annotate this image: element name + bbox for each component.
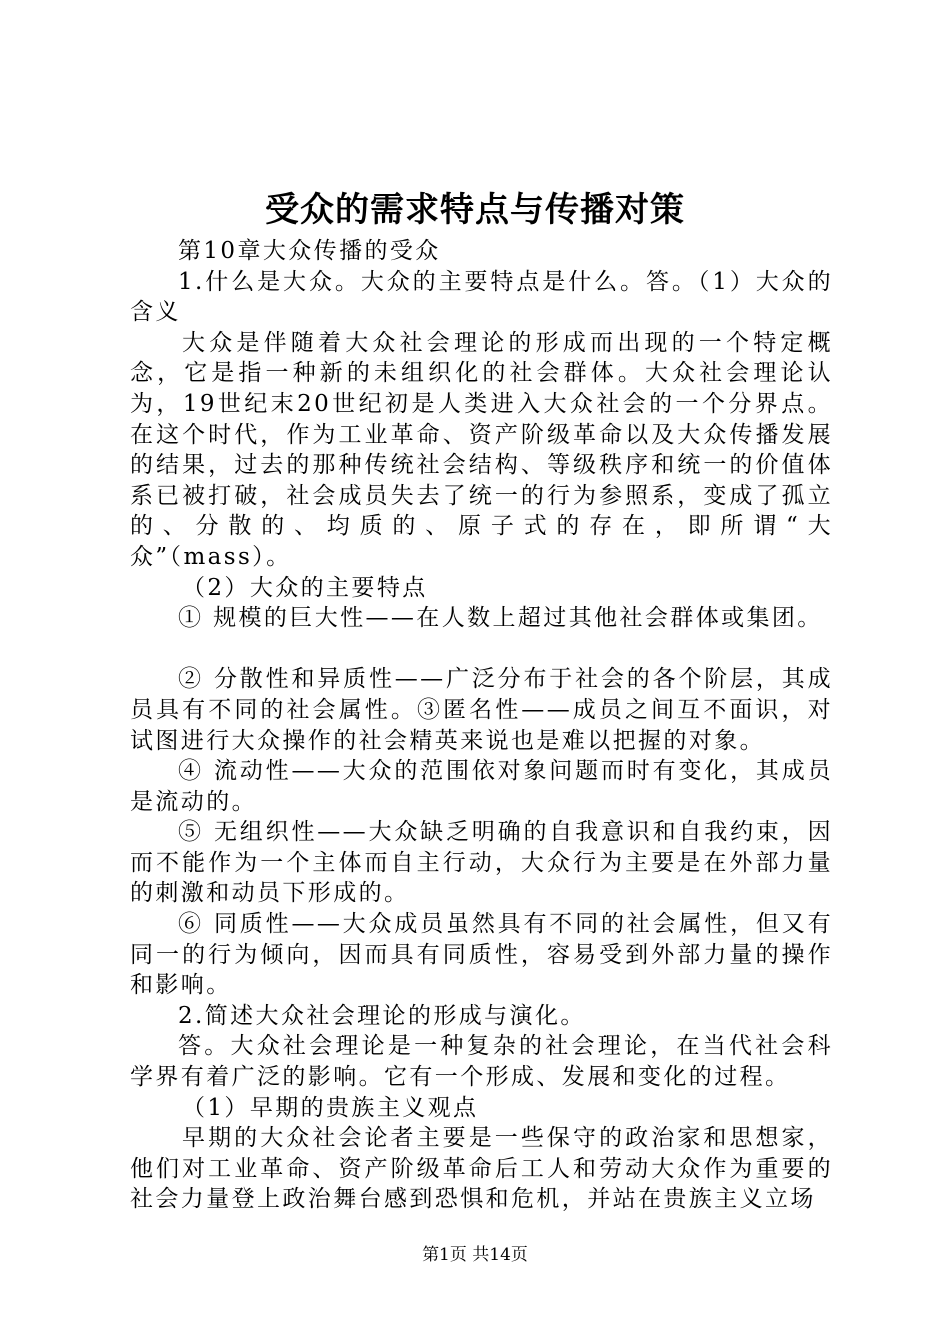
paragraph-early-view: 早期的大众社会论者主要是一些保守的政治家和思想家，他们对工业革命、资产阶级革命后工人和劳动大众作为重要的社会力量登上政治舞台感到恐惧和危机，并站在贵族主义立场: [130, 1125, 833, 1213]
paragraph-feature-2-3: ② 分散性和异质性——广泛分布于社会的各个阶层，其成员具有不同的社会属性。③匿名性——成员之间互不面识，对试图进行大众操作的社会精英来说也是难以把握的对象。: [130, 666, 833, 754]
paragraph-feature-1: ① 规模的巨大性——在人数上超过其他社会群体或集团。: [178, 605, 823, 632]
page-number-footer: 第1页 共14页: [422, 1245, 528, 1265]
paragraph-feature-5: ⑤ 无组织性——大众缺乏明确的自我意识和自我约束，因而不能作为一个主体而自主行动，大众行为主要是在外部力量的刺激和动员下形成的。: [130, 819, 833, 907]
document-body: [130, 236, 833, 1215]
paragraph-chapter-heading: 第10章大众传播的受众: [178, 238, 441, 264]
paragraph-question-1: 1.什么是大众。大众的主要特点是什么。答。（1）大众的含义: [130, 268, 833, 326]
paragraph-mass-definition: 大众是伴随着大众社会理论的形成而出现的一个特定概念，它是指一种新的未组织化的社会群体。大众社会理论认为，19世纪末20世纪初是人类进入大众社会的一个分界点。在这个时代，作为工业革命、资产阶级革命以及大众传播发展的结果，过去的那种传统社会结构、等级秩序和统一的价值体系已被打破，社会成员失去了统一的行为参照系，变成了孤立的、分散的、均质的、原子式的存在，即所谓“大众”（mass）。: [130, 329, 833, 570]
document-title: 受众的需求特点与传播对策: [265, 190, 685, 230]
paragraph-gap: [130, 634, 833, 665]
paragraph-feature-4: ④ 流动性——大众的范围依对象问题而时有变化，其成员是流动的。: [130, 758, 833, 815]
paragraph-question-2: 2.简述大众社会理论的形成与演化。: [178, 1002, 586, 1029]
paragraph-early-view-heading: （1）早期的贵族主义观点: [182, 1094, 479, 1121]
paragraph-feature-6: ⑥ 同质性——大众成员虽然具有不同的社会属性，但又有同一的行为倾向，因而具有同质性，容易受到外部力量的操作和影响。: [130, 911, 833, 999]
paragraph-main-features-heading: （2）大众的主要特点: [182, 574, 428, 601]
paragraph-answer-2: 答。大众社会理论是一种复杂的社会理论，在当代社会科学界有着广泛的影响。它有一个形成、发展和变化的过程。: [130, 1033, 833, 1091]
